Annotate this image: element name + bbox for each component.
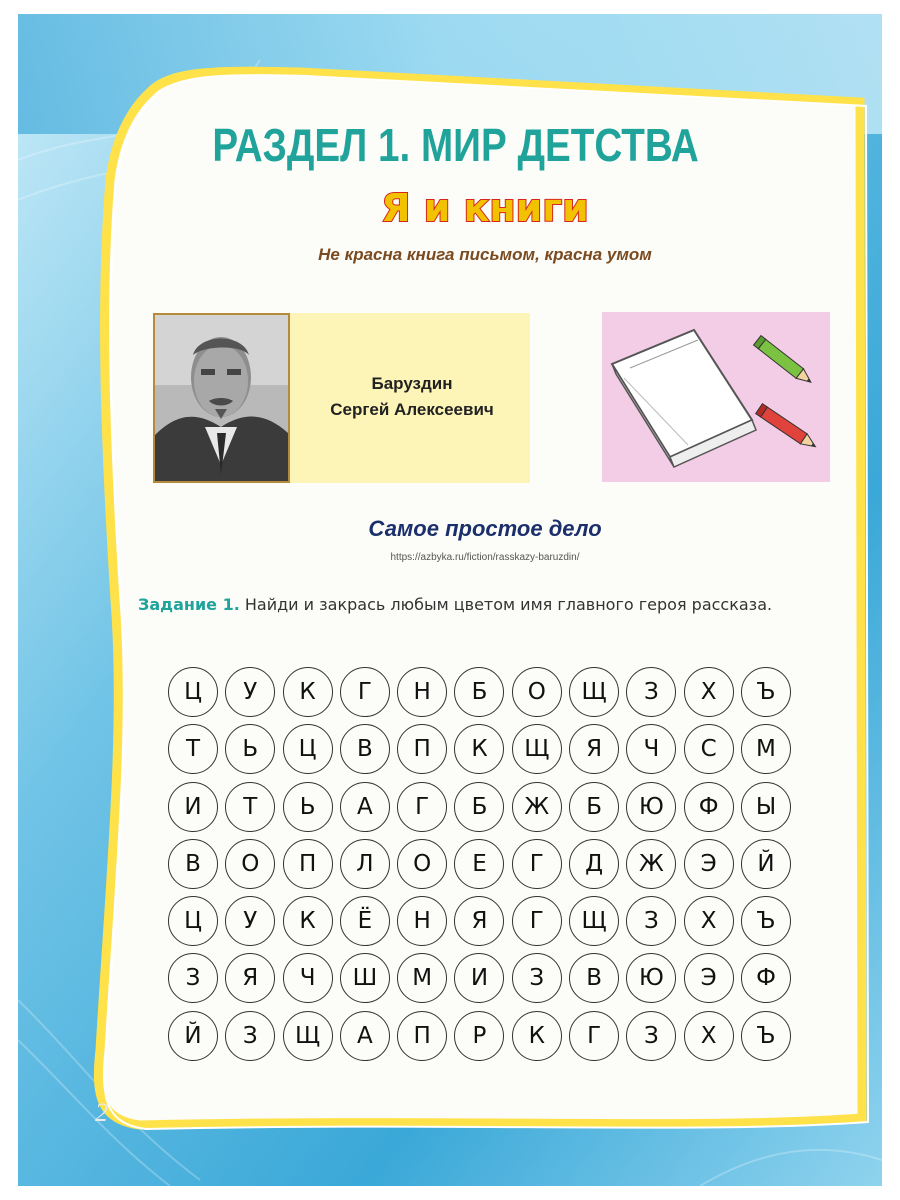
letter-cell[interactable]: Ю <box>626 782 676 832</box>
letter-cell[interactable]: З <box>168 953 218 1003</box>
letter-cell[interactable]: Ю <box>626 953 676 1003</box>
letter-cell[interactable]: Х <box>684 667 734 717</box>
letter-cell[interactable]: Т <box>168 724 218 774</box>
letter-cell[interactable]: Г <box>512 839 562 889</box>
author-portrait <box>153 313 290 483</box>
letter-cell[interactable]: Ш <box>340 953 390 1003</box>
letter-cell[interactable]: Ь <box>225 724 275 774</box>
letter-cell[interactable]: Ь <box>283 782 333 832</box>
letter-cell[interactable]: З <box>512 953 562 1003</box>
letter-cell[interactable]: З <box>225 1011 275 1061</box>
letter-cell[interactable]: З <box>626 896 676 946</box>
page-title: РАЗДЕЛ 1. МИР ДЕТСТВА <box>212 119 699 171</box>
green-pencil-icon <box>754 336 815 387</box>
letter-cell[interactable]: Э <box>684 953 734 1003</box>
letter-cell[interactable]: Э <box>684 839 734 889</box>
task-instruction <box>138 594 832 616</box>
letter-cell[interactable]: П <box>397 1011 447 1061</box>
letter-cell[interactable]: Й <box>168 1011 218 1061</box>
letter-cell[interactable]: М <box>741 724 791 774</box>
letter-row <box>168 782 798 839</box>
letter-cell[interactable]: П <box>397 724 447 774</box>
letter-cell[interactable]: Ц <box>283 724 333 774</box>
letter-cell[interactable]: З <box>626 1011 676 1061</box>
task-label: Задание 1. <box>138 595 240 614</box>
letter-cell[interactable]: А <box>340 1011 390 1061</box>
letter-cell[interactable]: Д <box>569 839 619 889</box>
portrait-image <box>155 315 288 481</box>
letter-cell[interactable]: Щ <box>569 667 619 717</box>
letter-cell[interactable]: Х <box>684 896 734 946</box>
illustration-panel <box>602 312 830 482</box>
letter-cell[interactable]: Ч <box>283 953 333 1003</box>
letter-cell[interactable]: Б <box>454 782 504 832</box>
letter-row <box>168 839 798 896</box>
letter-cell[interactable]: Л <box>340 839 390 889</box>
letter-cell[interactable]: Ъ <box>741 896 791 946</box>
letter-cell[interactable]: Г <box>397 782 447 832</box>
letter-cell[interactable]: О <box>397 839 447 889</box>
letter-cell[interactable]: М <box>397 953 447 1003</box>
letter-cell[interactable]: Р <box>454 1011 504 1061</box>
letter-cell[interactable]: Ц <box>168 667 218 717</box>
letter-cell[interactable]: Щ <box>512 724 562 774</box>
letter-cell[interactable]: Я <box>569 724 619 774</box>
letter-cell[interactable]: З <box>626 667 676 717</box>
author-surname: Баруздин <box>371 374 453 393</box>
letter-cell[interactable]: Я <box>225 953 275 1003</box>
letter-row <box>168 896 798 953</box>
letter-cell[interactable]: О <box>225 839 275 889</box>
letter-cell[interactable]: Ж <box>626 839 676 889</box>
letter-cell[interactable]: С <box>684 724 734 774</box>
letter-cell[interactable]: У <box>225 667 275 717</box>
letter-cell[interactable]: В <box>168 839 218 889</box>
letter-row <box>168 667 798 724</box>
letter-cell[interactable]: Г <box>512 896 562 946</box>
letter-cell[interactable]: В <box>340 724 390 774</box>
task-text: Найди и закрась любым цветом имя главного героя рассказа. <box>244 595 773 614</box>
letter-cell[interactable]: Н <box>397 667 447 717</box>
letter-grid <box>168 667 798 1068</box>
letter-cell[interactable]: В <box>569 953 619 1003</box>
letter-cell[interactable]: У <box>225 896 275 946</box>
story-title: Самое простое дело <box>368 516 602 541</box>
author-card <box>153 313 530 483</box>
topic-title: Я и книги <box>381 186 589 230</box>
author-name <box>298 371 526 423</box>
story-link[interactable]: https://azbyka.ru/fiction/rasskazy-baruzdin/ <box>390 552 580 563</box>
letter-cell[interactable]: Й <box>741 839 791 889</box>
letter-cell[interactable]: Щ <box>283 1011 333 1061</box>
letter-cell[interactable]: К <box>512 1011 562 1061</box>
notebook-icon <box>612 330 756 467</box>
letter-cell[interactable]: Ф <box>741 953 791 1003</box>
letter-cell[interactable]: Н <box>397 896 447 946</box>
page-number: 2 <box>95 1098 108 1127</box>
letter-cell[interactable]: К <box>283 896 333 946</box>
letter-row <box>168 1011 798 1068</box>
letter-cell[interactable]: К <box>454 724 504 774</box>
letter-cell[interactable]: Ч <box>626 724 676 774</box>
letter-cell[interactable]: И <box>454 953 504 1003</box>
author-given-names: Сергей Алексеевич <box>330 400 494 419</box>
letter-cell[interactable]: Ф <box>684 782 734 832</box>
letter-cell[interactable]: Щ <box>569 896 619 946</box>
letter-cell[interactable]: Ц <box>168 896 218 946</box>
letter-cell[interactable]: Г <box>569 1011 619 1061</box>
letter-cell[interactable]: Ы <box>741 782 791 832</box>
letter-cell[interactable]: Ъ <box>741 1011 791 1061</box>
letter-cell[interactable]: К <box>283 667 333 717</box>
letter-cell[interactable]: П <box>283 839 333 889</box>
letter-cell[interactable]: Я <box>454 896 504 946</box>
letter-row <box>168 953 798 1010</box>
letter-cell[interactable]: Ъ <box>741 667 791 717</box>
letter-cell[interactable]: Х <box>684 1011 734 1061</box>
letter-row <box>168 724 798 781</box>
letter-cell[interactable]: Г <box>340 667 390 717</box>
letter-cell[interactable]: Ё <box>340 896 390 946</box>
letter-cell[interactable]: Т <box>225 782 275 832</box>
letter-cell[interactable]: А <box>340 782 390 832</box>
red-pencil-icon <box>756 404 819 452</box>
proverb: Не красна книга письмом, красна умом <box>318 245 652 264</box>
letter-cell[interactable]: И <box>168 782 218 832</box>
letter-cell[interactable]: Е <box>454 839 504 889</box>
letter-cell[interactable]: Б <box>569 782 619 832</box>
letter-cell[interactable]: Ж <box>512 782 562 832</box>
letter-cell[interactable]: О <box>512 667 562 717</box>
letter-cell[interactable]: Б <box>454 667 504 717</box>
